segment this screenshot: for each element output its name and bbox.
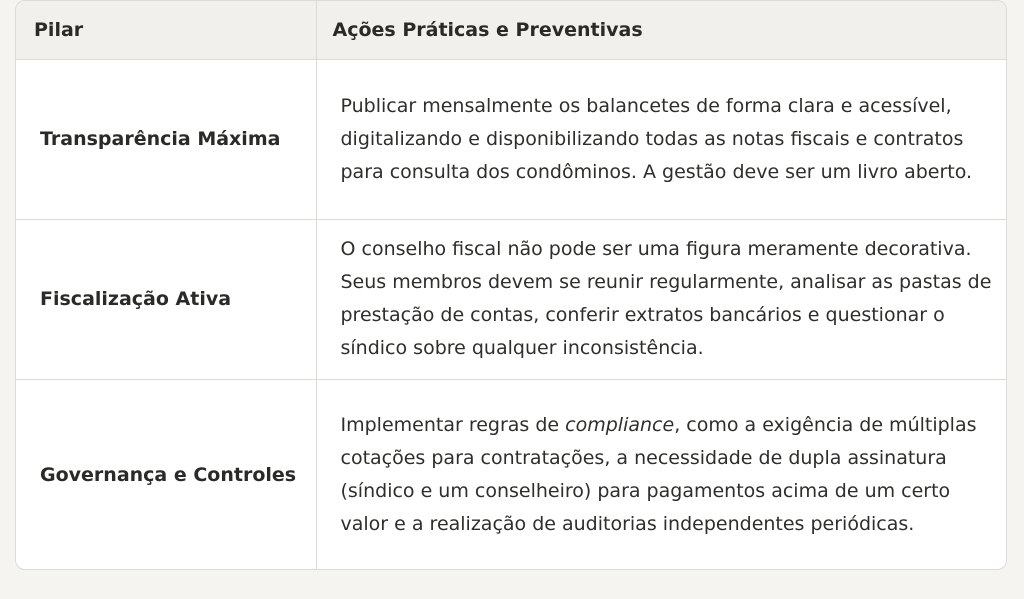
action-emphasis: compliance xyxy=(565,414,675,437)
pillar-cell: Fiscalização Ativa xyxy=(16,219,316,379)
action-text-before: Implementar regras de xyxy=(340,414,566,437)
action-text-after: , como a exigência de múltiplas cotações para contratações, a necessidade de dupla assinatura (síndico e um conselheiro) para pagamentos acima de um certo valor e a realização de auditorias independentes periódicas. xyxy=(340,414,977,536)
pillars-table xyxy=(16,1,1006,570)
action-cell: O conselho fiscal não pode ser uma figura meramente decorativa. Seus membros devem se reunir regularmente, analisar as pastas de prestação de contas, conferir extratos bancários e questionar o síndico sobre qualquer inconsistência. xyxy=(316,219,1006,379)
table-row xyxy=(16,59,1006,219)
pillar-cell: Transparência Máxima xyxy=(40,127,281,150)
pillars-table-container xyxy=(15,0,1007,570)
action-cell xyxy=(316,379,1006,570)
table-row xyxy=(16,379,1006,570)
table-body xyxy=(16,59,1006,570)
header-pillar: Pilar xyxy=(16,1,316,59)
header-actions: Ações Práticas e Preventivas xyxy=(316,1,1006,59)
header-row xyxy=(16,1,1006,59)
table-row xyxy=(16,219,1006,379)
action-cell: Publicar mensalmente os balancetes de forma clara e acessível, digitalizando e disponibilizando todas as notas fiscais e contratos para consulta dos condôminos. A gestão deve ser um livro aberto. xyxy=(316,59,1006,219)
pillar-cell: Governança e Controles xyxy=(16,379,316,570)
table-header xyxy=(16,1,1006,59)
